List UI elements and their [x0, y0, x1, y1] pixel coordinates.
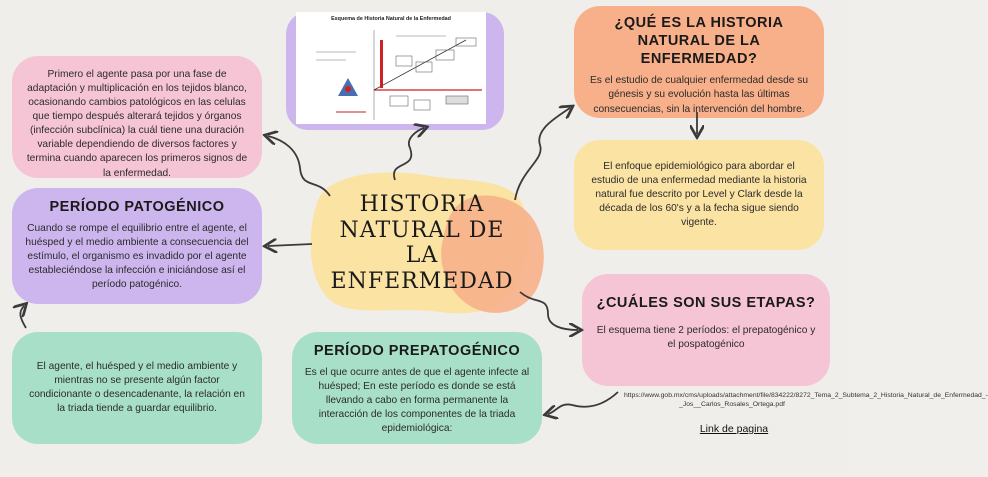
- triad-text: El agente, el huésped y el medio ambiente y mientras no se presente algún factor condicionante o desencadenante, la relación en la triada tiende a guardar equilibrio.: [29, 360, 245, 415]
- arrow-triad-to-pathogenic: [20, 306, 26, 328]
- agent-phase-text: Primero el agente pasa por una fase de adaptación y multiplicación en los tejidos blanco, ocasionando cambios patológicos en las celulas que tiempo después alterará tejidos y órganos (infección subclínica) la cuál tiene una duración variable dependiendo de diversos factores y termina cuando aparecen los primeros signos de la enfermedad.: [26, 69, 248, 179]
- prepathogenic-heading: PERÍODO PREPATOGÉNICO: [313, 343, 521, 359]
- pathogenic-text: Cuando se rompe el equilibrio entre el agente, el huésped y el medio ambiente a consecuencia del estímulo, el organismo es invadido por el agente estableciéndose la infección e iniciándose así el período patogénico.: [25, 223, 249, 291]
- stages-text: El esquema tiene 2 períodos: el prepatogénico y el pospatogénico: [596, 325, 816, 351]
- arrow-center-to-pathogenic: [268, 244, 312, 246]
- title-line-4: ENFERMEDAD: [330, 268, 514, 294]
- diagram-thumb-title: Esquema de Historia Natural de la Enfermedad: [331, 16, 451, 22]
- approach-text: El enfoque epidemiológico para abordar el estudio de una enfermedad mediante la historia natural fue descrito por Level y Clark desde la década de los 60's y a la fecha sigue siendo vigente.: [591, 160, 807, 229]
- pathogenic-heading: PERÍODO PATOGÉNICO: [49, 199, 225, 215]
- arrow-center-to-what-is: [515, 108, 570, 200]
- title-line-1: HISTORIA: [359, 192, 485, 217]
- title-line-3: LA: [405, 243, 439, 269]
- title-line-2: NATURAL DE: [339, 217, 505, 243]
- source-url: https://www.gob.mx/cms/uploads/attachment/file/834222/8272_Tema_2_Subtema_2_Historia_Natural_de_Enfermedad_-_Jos__Carlos_Rosales_Ortega.pdf: [624, 392, 988, 408]
- stages-heading: ¿CUÁLES SON SUS ETAPAS?: [596, 295, 816, 311]
- what-is-heading: ¿QUÉ ES LA HISTORIA NATURAL DE LA ENFERMEDAD?: [614, 15, 784, 68]
- arrow-center-to-stages: [520, 292, 578, 330]
- arrow-center-to-agent-phase: [268, 136, 330, 196]
- page-link[interactable]: Link de pagina: [699, 423, 769, 435]
- prepathogenic-text: Es el que ocurre antes de que el agente infecte al huésped; En este período es donde se está llevando a cabo en forma permanente la interacción de los componentes de la triada epidemiológica:: [304, 367, 530, 435]
- what-is-text: Es el estudio de cualquier enfermedad desde su génesis y su evolución hasta las últimas consecuencias, sin la intervención del hombre.: [589, 75, 809, 115]
- arrow-stages-to-prepathogenic: [548, 392, 618, 414]
- arrow-center-to-diagram: [394, 128, 424, 180]
